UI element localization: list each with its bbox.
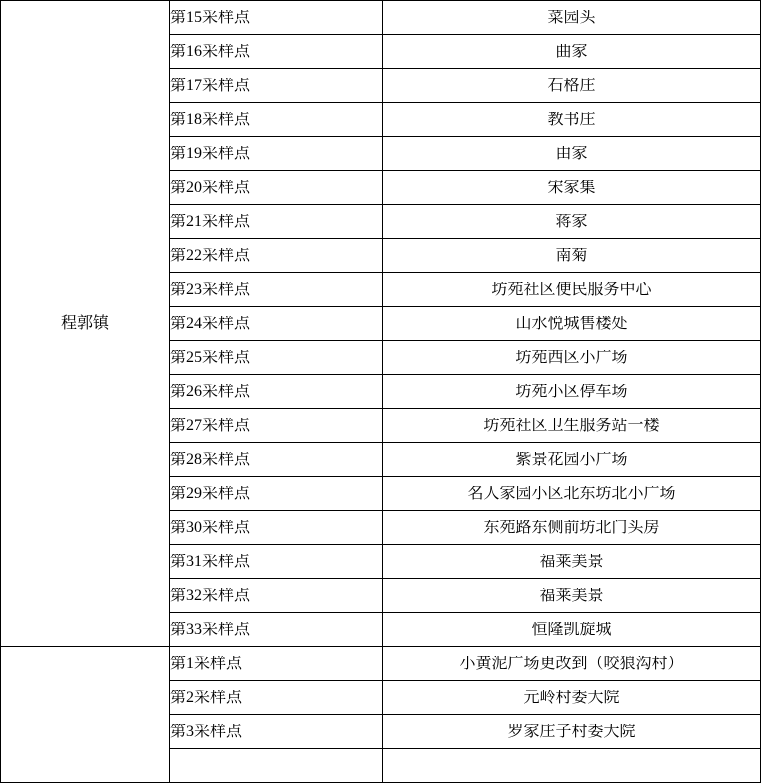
sampling-point-cell: [170, 613, 383, 647]
location-cell: [383, 35, 761, 69]
location-label: 名人家园小区北东坊北小广场: [467, 485, 676, 502]
sampling-point-label: 第15采样点: [170, 9, 251, 26]
table-body: [1, 1, 761, 783]
sampling-point-label: 第31采样点: [170, 553, 251, 570]
location-label: 小黄泥广场更改到（咬狼沟村）: [459, 655, 684, 672]
sampling-point-cell: [170, 35, 383, 69]
location-cell: [383, 511, 761, 545]
location-cell: [383, 171, 761, 205]
location-cell: [383, 375, 761, 409]
location-label: 教书庄: [547, 111, 596, 128]
sampling-point-label: 第32采样点: [170, 587, 251, 604]
sampling-point-cell: [170, 341, 383, 375]
location-label: 紫景花园小广场: [515, 451, 628, 468]
location-label: 石格庄: [547, 77, 596, 94]
location-cell: [383, 137, 761, 171]
location-cell: [383, 613, 761, 647]
location-cell: [383, 409, 761, 443]
sampling-point-cell: [170, 103, 383, 137]
sampling-point-cell: [170, 579, 383, 613]
location-cell: [383, 1, 761, 35]
sampling-point-cell: [170, 545, 383, 579]
location-label: 坊苑小区停车场: [515, 383, 628, 400]
table-row: [1, 647, 761, 681]
location-label: 南菊: [555, 247, 588, 264]
sampling-point-label: 第17采样点: [170, 77, 251, 94]
sampling-point-cell: [170, 205, 383, 239]
sampling-point-label: 第25采样点: [170, 349, 251, 366]
sampling-point-cell: [170, 239, 383, 273]
sampling-point-label: 第2采样点: [170, 689, 243, 706]
location-cell: [383, 341, 761, 375]
sampling-point-label: 第1采样点: [170, 655, 243, 672]
location-cell: [383, 477, 761, 511]
sampling-point-cell: [170, 681, 383, 715]
location-label: 坊苑社区便民服务中心: [491, 281, 652, 298]
location-label: 东苑路东侧前坊北门头房: [483, 519, 660, 536]
sampling-point-cell: [170, 307, 383, 341]
sampling-point-label: 第24采样点: [170, 315, 251, 332]
sampling-point-cell: [170, 511, 383, 545]
sampling-point-label: 第3采样点: [170, 723, 243, 740]
location-label: 恒隆凯旋城: [531, 621, 612, 638]
location-label: 蒋家: [555, 213, 588, 230]
location-cell: [383, 647, 761, 681]
sampling-point-label: 第16采样点: [170, 43, 251, 60]
location-label: 菜园头: [547, 9, 596, 26]
sampling-point-cell: [170, 647, 383, 681]
location-label: 曲家: [555, 43, 588, 60]
sampling-point-label: 第22采样点: [170, 247, 251, 264]
location-label: 由家: [555, 145, 588, 162]
sampling-point-cell: [170, 137, 383, 171]
location-cell: [383, 273, 761, 307]
sampling-point-label: 第30采样点: [170, 519, 251, 536]
town-name-cell: [1, 647, 170, 783]
sampling-point-cell: [170, 443, 383, 477]
location-label: 坊苑社区卫生服务站一楼: [483, 417, 660, 434]
sampling-point-cell: [170, 69, 383, 103]
location-cell: [383, 715, 761, 749]
sampling-point-label: 第19采样点: [170, 145, 251, 162]
town-name-label: 程郭镇: [60, 314, 109, 332]
location-label: 山水悦城售楼处: [515, 315, 628, 332]
sampling-point-label: 第28采样点: [170, 451, 251, 468]
sampling-point-cell: [170, 375, 383, 409]
sampling-point-label: 第29采样点: [170, 485, 251, 502]
location-label: 罗家庄子村委大院: [507, 723, 636, 740]
location-cell: [383, 545, 761, 579]
location-cell: [383, 69, 761, 103]
location-label: 元岭村委大院: [523, 689, 620, 706]
sampling-point-cell: [170, 273, 383, 307]
sampling-point-label: 第18采样点: [170, 111, 251, 128]
location-cell: [383, 103, 761, 137]
location-cell: [383, 205, 761, 239]
location-label: 宋家集: [547, 179, 596, 196]
sampling-point-label: 第20采样点: [170, 179, 251, 196]
sampling-point-cell: [170, 715, 383, 749]
table-row: [1, 1, 761, 35]
sampling-point-label: 第33采样点: [170, 621, 251, 638]
sampling-point-label: 第26采样点: [170, 383, 251, 400]
location-label: 坊苑西区小广场: [515, 349, 628, 366]
location-cell: [383, 579, 761, 613]
town-name-cell: [1, 1, 170, 647]
location-cell: [383, 749, 761, 783]
location-label: 福莱美景: [539, 587, 604, 604]
sampling-point-cell: [170, 171, 383, 205]
sampling-point-cell: [170, 477, 383, 511]
sampling-point-label: 第23采样点: [170, 281, 251, 298]
sampling-point-cell: [170, 1, 383, 35]
location-cell: [383, 239, 761, 273]
location-cell: [383, 307, 761, 341]
location-label: 福莱美景: [539, 553, 604, 570]
sampling-point-cell: [170, 749, 383, 783]
sampling-point-label: 第21采样点: [170, 213, 251, 230]
location-cell: [383, 443, 761, 477]
sampling-point-label: 第27采样点: [170, 417, 251, 434]
sampling-point-cell: [170, 409, 383, 443]
location-cell: [383, 681, 761, 715]
